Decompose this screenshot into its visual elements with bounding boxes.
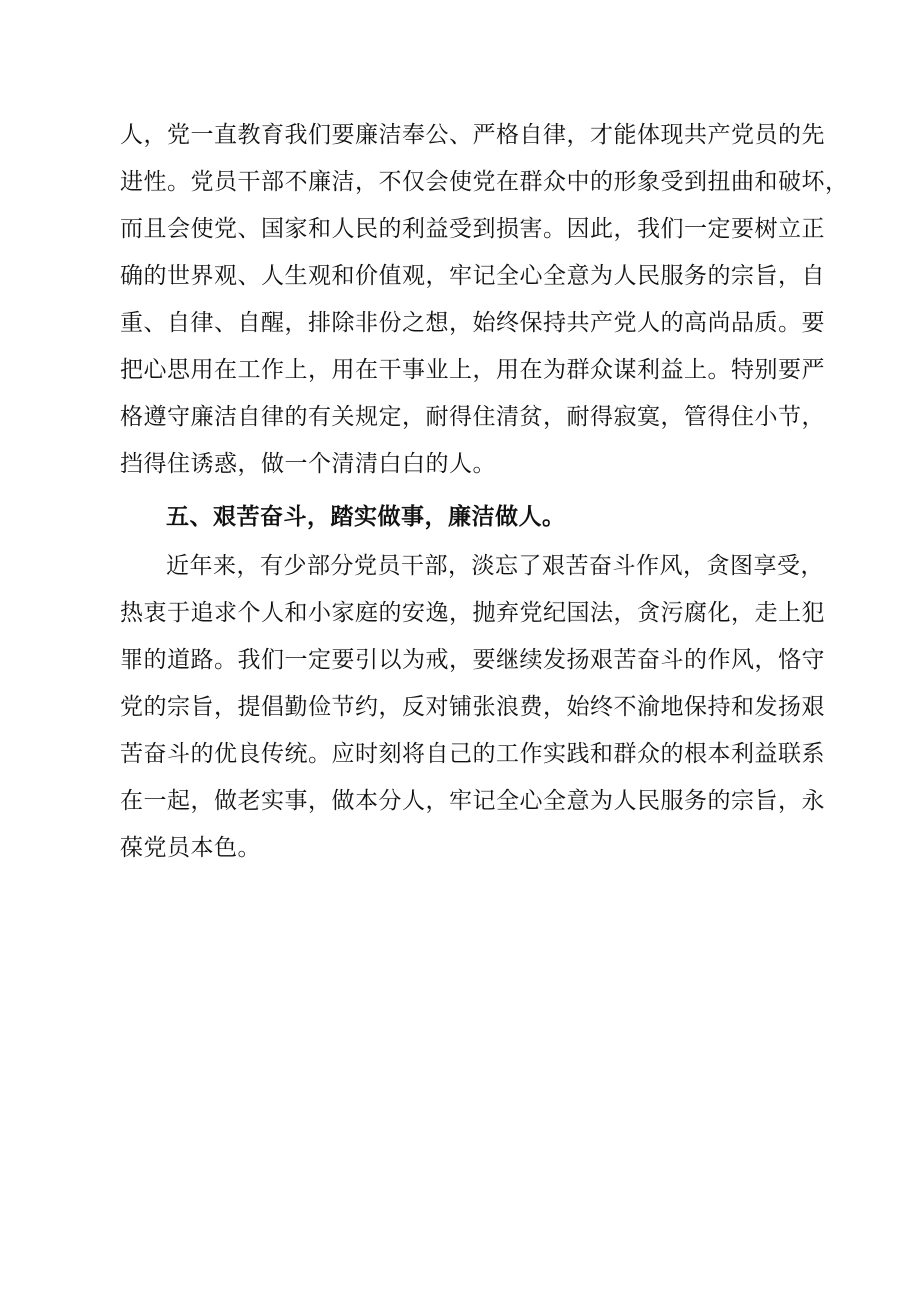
text-line: 罪的道路。我们一定要引以为戒，要继续发扬艰苦奋斗的作风，恪守 (120, 647, 825, 673)
text-line: 进性。党员干部不廉洁，不仅会使党在群众中的形象受到扭曲和破坏， (120, 169, 849, 195)
text-line: 重、自律、自醒，排除非份之想，始终保持共产党人的高尚品质。要 (120, 310, 825, 336)
paragraph-integrity (120, 112, 849, 488)
document-body (120, 112, 849, 872)
text-line: 热衷于追求个人和小家庭的安逸，抛弃党纪国法，贪污腐化，走上犯 (120, 600, 825, 626)
text-line: 近年来，有少部分党员干部，淡忘了艰苦奋斗作风，贪图享受， (166, 553, 824, 579)
text-line: 确的世界观、人生观和价值观，牢记全心全意为人民服务的宗旨，自 (120, 263, 825, 289)
text-line: 格遵守廉洁自律的有关规定，耐得住清贫，耐得寂寞，管得住小节， (120, 404, 825, 430)
paragraph-hard-work (120, 543, 825, 872)
text-line: 把心思用在工作上，用在干事业上，用在为群众谋利益上。特别要严 (120, 357, 825, 383)
text-line: 苦奋斗的优良传统。应时刻将自己的工作实践和群众的根本利益联系 (120, 741, 825, 767)
section-heading: 五、艰苦奋斗，踏实做事，廉洁做人。 (166, 504, 566, 530)
text-line: 而且会使党、国家和人民的利益受到损害。因此，我们一定要树立正 (120, 216, 825, 242)
text-line: 葆党员本色。 (120, 835, 261, 861)
text-line: 党的宗旨，提倡勤俭节约，反对铺张浪费，始终不渝地保持和发扬艰 (120, 694, 825, 720)
text-line: 人，党一直教育我们要廉洁奉公、严格自律，才能体现共产党员的先 (120, 122, 825, 148)
text-line: 在一起，做老实事，做本分人，牢记全心全意为人民服务的宗旨，永 (120, 788, 825, 814)
text-line: 挡得住诱惑，做一个清清白白的人。 (120, 451, 496, 477)
